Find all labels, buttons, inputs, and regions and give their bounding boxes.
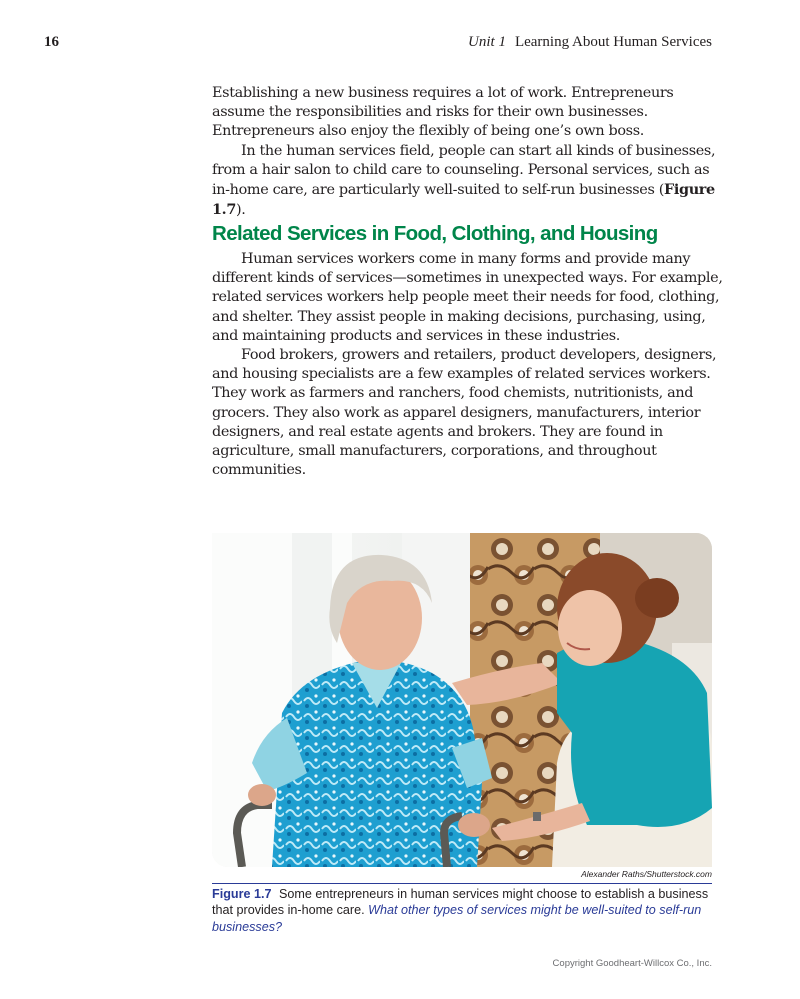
paragraph-text: In the human services field, people can start all kinds of businesses, from a hair salon to child care to counseling. Personal services, such as in-home care, are particularly well-suited to self-run businesses — [212, 142, 716, 199]
photo-credit: Alexander Raths/Shutterstock.com — [581, 869, 712, 879]
page-number: 16 — [44, 34, 59, 50]
figure-photo — [212, 533, 712, 867]
photo-illustration — [212, 533, 712, 867]
paren-open: ( — [658, 182, 664, 199]
caption-question: What other types of services might be well-suited to self-run businesses? — [212, 903, 702, 934]
paren-close: ). — [236, 202, 246, 219]
paragraph: Human services workers come in many forms and provide many different kinds of services—sometimes in unexpected ways. For example, related services workers help people meet their needs for food, clothing, and shelter. They assist people in making decisions, purchasing, using, and maintaining products and services in these industries. — [212, 251, 723, 344]
intro-section — [212, 84, 727, 220]
unit-title: Learning About Human Services — [514, 34, 712, 50]
section-heading: Related Services in Food, Clothing, and Housing — [212, 222, 658, 245]
figure-ref-link: Figure 1.7 — [212, 181, 715, 219]
figure-caption — [212, 886, 717, 935]
paragraph: Food brokers, growers and retailers, product developers, designers, and housing specialists are a few examples of related services workers. They work as farmers and ranchers, food chemists, nutritionists, and grocers. They also work as apparel designers, manufacturers, interior designers, and real estate agents and brokers. They are found in agriculture, small manufacturers, corporations, and throughout communities. — [212, 347, 717, 479]
paragraph — [212, 142, 727, 221]
caption-text: Some entrepreneurs in human services might choose to establish a business that provides in-home care. — [212, 887, 709, 918]
caption-divider — [212, 883, 712, 884]
figure-label: Figure 1.7 — [212, 887, 272, 901]
paragraph: Establishing a new business requires a lot of work. Entrepreneurs assume the responsibilities and risks for their own businesses. Entrepreneurs also enjoy the flexibly of being one’s own boss. — [212, 85, 674, 140]
copyright-notice: Copyright Goodheart-Willcox Co., Inc. — [552, 958, 712, 969]
running-head — [468, 34, 712, 51]
unit-label: Unit 1 — [468, 34, 506, 50]
related-services-section — [212, 250, 727, 480]
